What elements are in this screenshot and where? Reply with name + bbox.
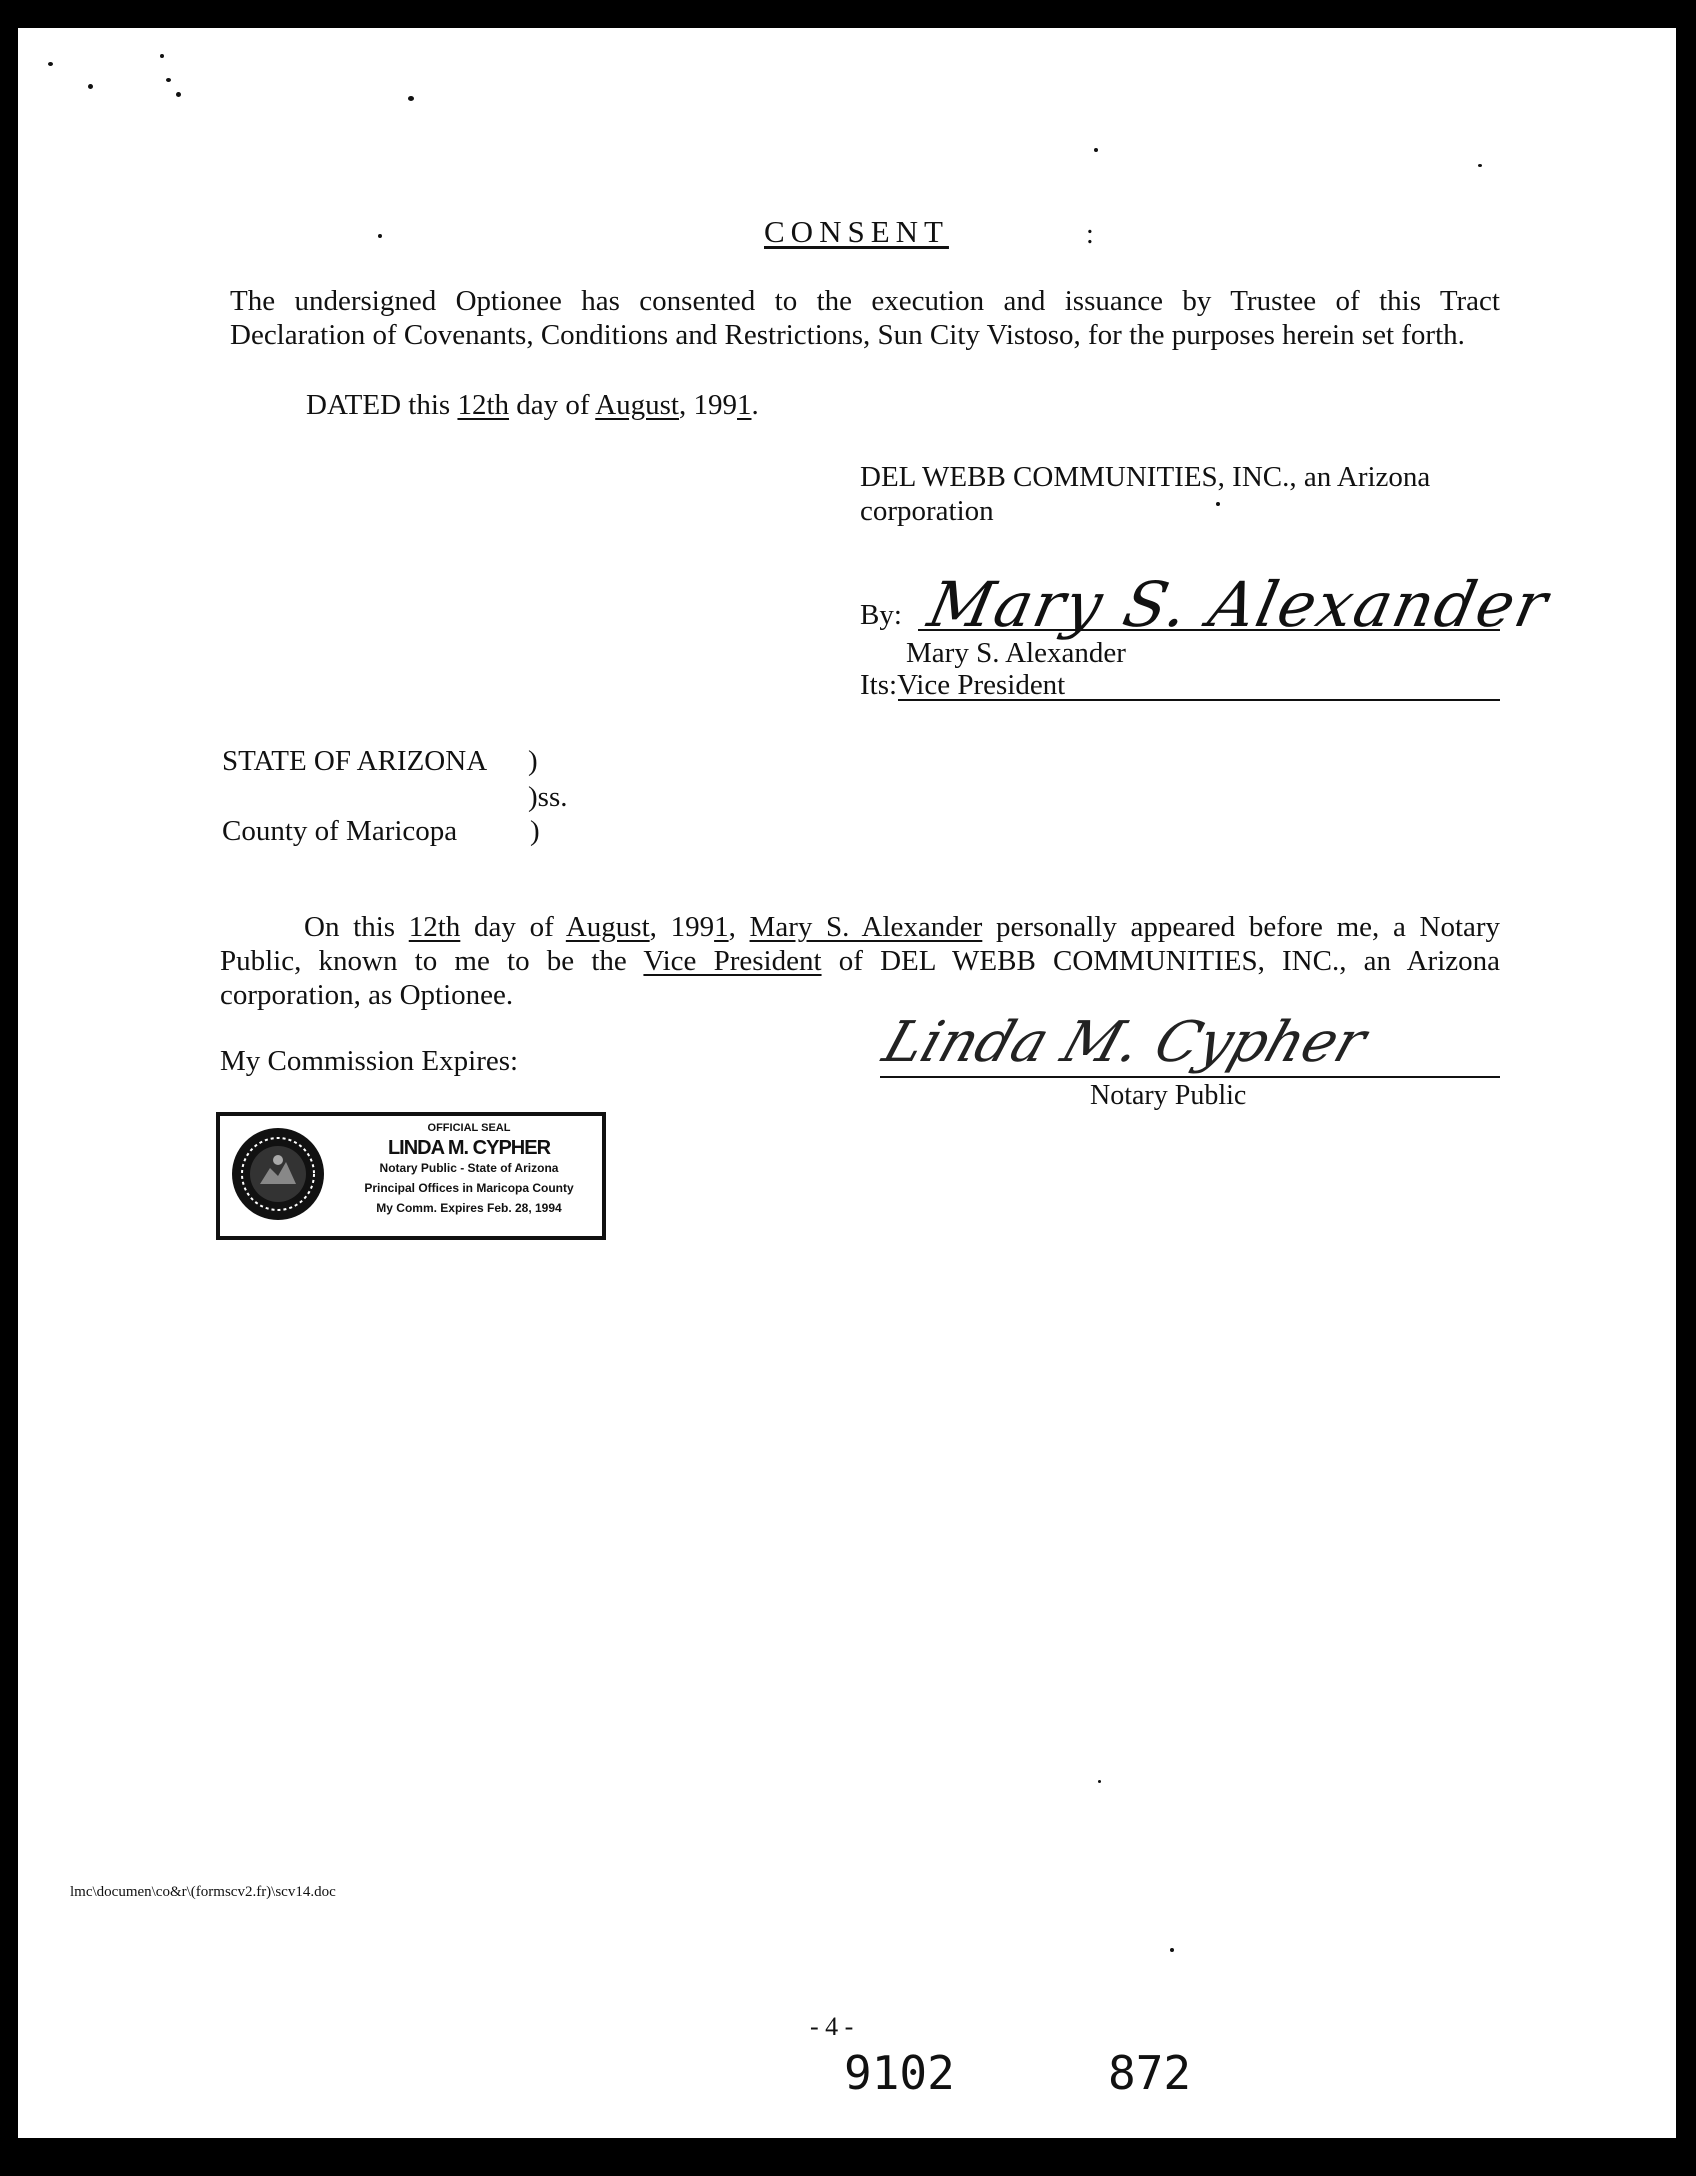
title-line — [898, 699, 1500, 701]
ack-month: August — [565, 911, 650, 943]
commission-label: My Commission Expires: — [220, 1045, 519, 1077]
dated-year-prefix: , 199 — [679, 389, 737, 421]
stamp-line-3: Principal Offices in Maricopa County — [364, 1181, 574, 1195]
ack-text: day of — [474, 911, 554, 943]
stamp-line-4: My Comm. Expires Feb. 28, 1994 — [376, 1201, 562, 1215]
dated-day: 12th — [457, 389, 510, 421]
signature-linda-cypher: Linda M. Cypher — [875, 1010, 1375, 1075]
notary-public-label: Notary Public — [1090, 1080, 1247, 1111]
consent-paragraph — [230, 284, 1500, 352]
dated-year-suffix: 1 — [737, 389, 752, 421]
dated-mid: day of — [516, 389, 590, 421]
stamp-line-2: Notary Public - State of Arizona — [379, 1161, 559, 1175]
acknowledgment-paragraph — [220, 910, 1500, 1012]
stamp-text — [338, 1118, 600, 1218]
consent-paragraph-line-1: The undersigned Optionee has consented to the execution and issuance by Trustee of this Tract — [230, 285, 1500, 317]
ack-name: Mary S. Alexander — [749, 911, 983, 943]
venue-paren: ) — [530, 815, 540, 847]
ack-day: 12th — [408, 911, 461, 943]
page-number: - 4 - — [810, 2012, 854, 2041]
dated-line — [306, 388, 759, 422]
ack-text: , 199 — [649, 911, 715, 943]
document-title: CONSENT — [764, 214, 949, 249]
document-page — [18, 28, 1676, 2138]
scan-speck — [88, 84, 93, 89]
scan-speck — [1098, 1780, 1101, 1783]
ack-text: personally appeared before me, a Notary — [996, 911, 1501, 943]
notary-stamp — [216, 1112, 606, 1240]
ack-text: , — [728, 911, 736, 943]
acknowledgment-line-2 — [220, 944, 1500, 978]
dated-end: . — [751, 389, 759, 421]
scan-speck — [1478, 164, 1482, 167]
scan-speck — [176, 92, 181, 97]
scan-speck — [1170, 1948, 1174, 1952]
title-mark: : — [1086, 219, 1094, 250]
venue-county: County of Maricopa — [222, 815, 458, 847]
stamp-top: OFFICIAL SEAL — [427, 1122, 511, 1134]
ack-text: Public, known to me to be the — [220, 945, 627, 977]
scan-speck — [1094, 148, 1098, 152]
scan-speck — [408, 96, 414, 101]
ack-title: Vice President — [643, 945, 822, 977]
ack-text: On this — [304, 911, 396, 943]
scan-speck — [48, 62, 53, 66]
document-number-1: 9102 — [844, 2046, 955, 2100]
venue-paren: ) — [528, 745, 538, 777]
scan-speck — [378, 234, 382, 238]
document-number-2: 872 — [1108, 2046, 1192, 2100]
its-line — [860, 668, 1065, 702]
its-title: Vice President — [897, 669, 1066, 701]
venue-ss: )ss. — [528, 781, 568, 813]
signature-line — [918, 629, 1500, 631]
signer-typed-name: Mary S. Alexander — [906, 637, 1126, 669]
its-label: Its: — [860, 669, 898, 701]
ack-text: of DEL WEBB COMMUNITIES, INC., an Arizona — [838, 945, 1501, 977]
dated-prefix: DATED this — [306, 389, 451, 421]
notary-signature-line — [880, 1076, 1500, 1078]
stamp-name: LINDA M. CYPHER — [387, 1138, 551, 1158]
dated-month: August — [595, 389, 679, 421]
signature-mary-alexander: Mary S. Alexander — [922, 568, 1556, 641]
scan-speck — [160, 54, 164, 58]
venue-state: STATE OF ARIZONA — [222, 745, 488, 777]
acknowledgment-line-1 — [220, 910, 1500, 944]
consent-paragraph-line-2: Declaration of Covenants, Conditions and Restrictions, Sun City Vistoso, for the purposes herein set forth. — [230, 319, 1465, 351]
arizona-seal-icon — [230, 1126, 326, 1222]
acknowledgment-line-3: corporation, as Optionee. — [220, 979, 514, 1011]
company-name: DEL WEBB COMMUNITIES, INC., an Arizona corporation — [860, 461, 1431, 527]
file-path: lmc\documen\co&r\(formscv2.fr)\scv14.doc — [70, 1884, 336, 1900]
scan-speck — [166, 78, 171, 82]
by-label: By: — [860, 599, 902, 631]
ack-year-suffix: 1 — [714, 911, 729, 943]
